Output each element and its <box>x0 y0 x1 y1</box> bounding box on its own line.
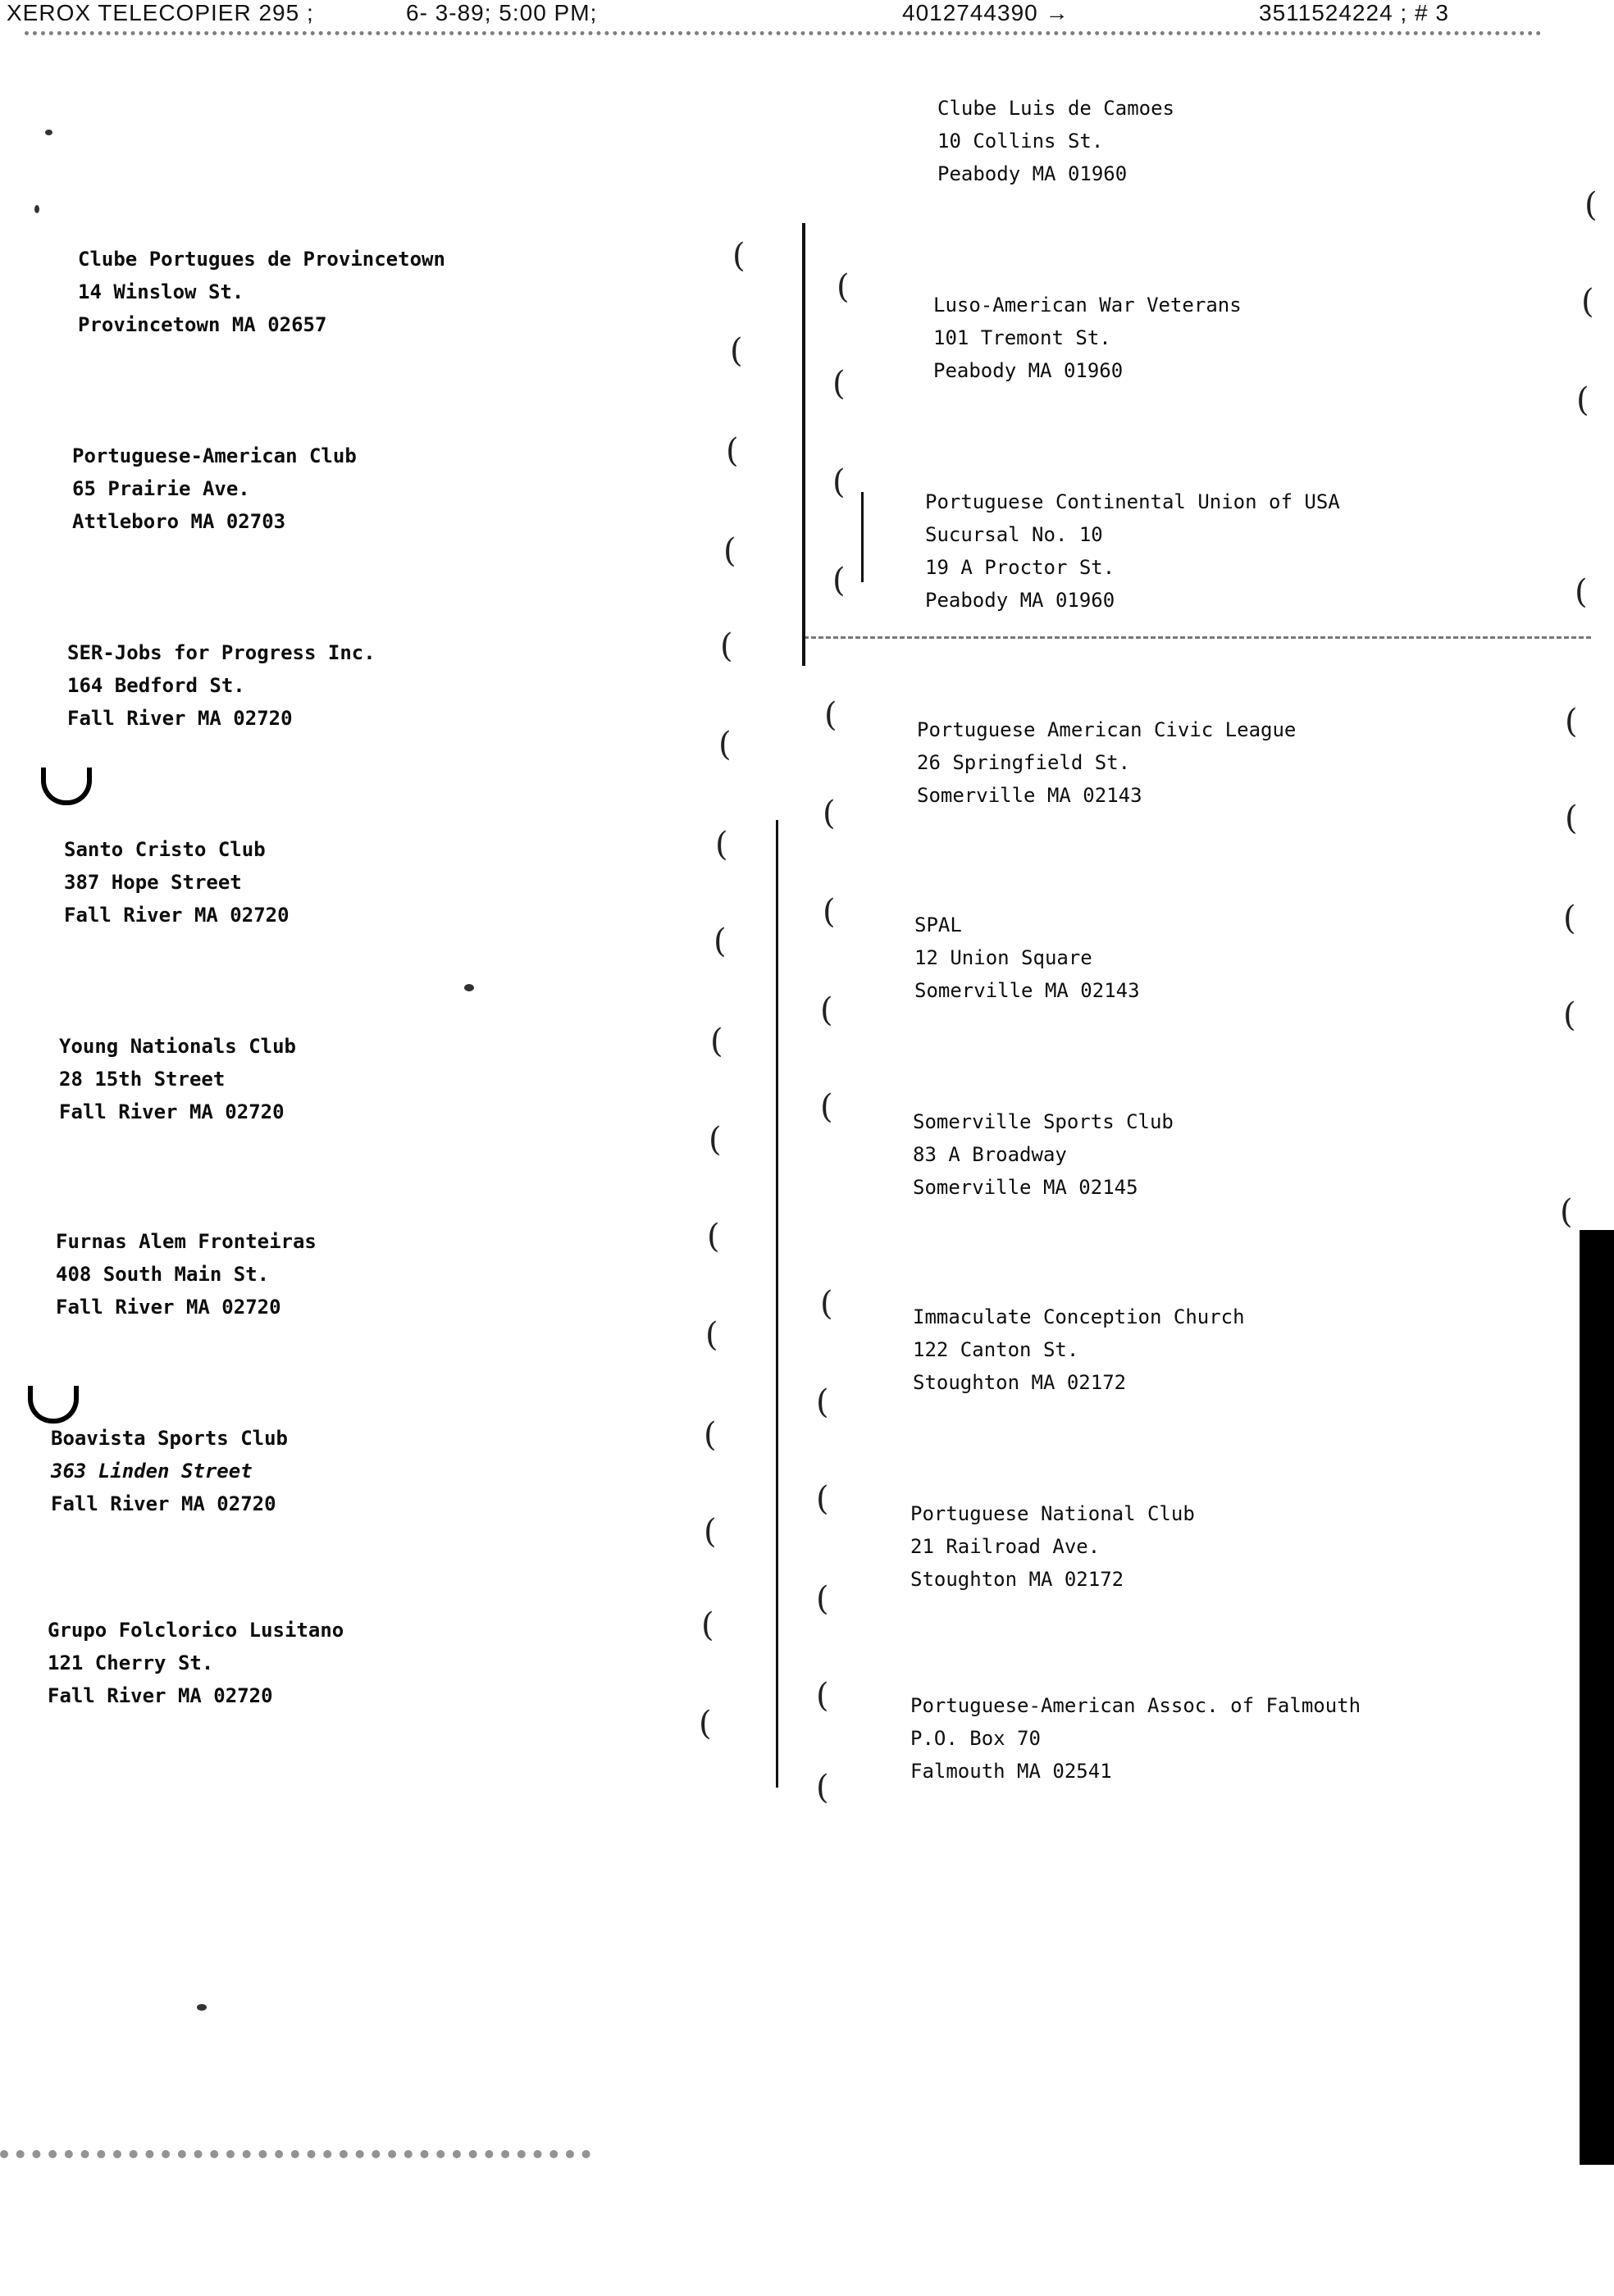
org-city: Fall River MA 02720 <box>48 1684 273 1707</box>
org-street: 19 A Proctor St. <box>925 556 1115 579</box>
address-block <box>59 1030 296 1128</box>
address-block <box>914 909 1140 1007</box>
fax-date-time: 6- 3-89; 5:00 PM; <box>406 0 598 25</box>
org-city: Somerville MA 02143 <box>914 979 1140 1002</box>
column-separator-line <box>776 820 778 1788</box>
org-name: Portuguese-American Club <box>72 444 357 467</box>
bracket-mark-icon: ( <box>720 627 733 665</box>
org-city: Somerville MA 02143 <box>917 784 1142 807</box>
bracket-mark-icon: ( <box>820 1285 833 1323</box>
scan-speck <box>464 984 474 991</box>
bracket-mark-icon: ( <box>1563 900 1576 937</box>
org-city: Stoughton MA 02172 <box>913 1371 1127 1394</box>
org-city: Somerville MA 02145 <box>913 1176 1138 1199</box>
fax-from-number: 4012744390 → <box>902 0 1069 25</box>
bracket-mark-icon: ( <box>837 268 850 306</box>
org-name: SER-Jobs for Progress Inc. <box>67 641 376 664</box>
bracket-mark-icon: ( <box>832 463 846 501</box>
bracket-mark-icon: ( <box>732 237 745 275</box>
address-block <box>910 1497 1195 1596</box>
org-city: Attleboro MA 02703 <box>72 510 286 533</box>
column-separator-line <box>802 223 805 666</box>
org-city: Stoughton MA 02172 <box>910 1568 1124 1591</box>
org-name: Young Nationals Club <box>59 1035 296 1058</box>
bracket-mark-icon: ( <box>704 1513 717 1551</box>
bracket-mark-icon: ( <box>816 1383 829 1421</box>
org-street: 408 South Main St. <box>56 1263 270 1286</box>
bracket-mark-icon: ( <box>715 826 728 863</box>
header-scan-noise <box>25 25 1542 35</box>
org-street: 10 Collins St. <box>937 130 1104 153</box>
bracket-mark-icon: ( <box>1560 1193 1573 1231</box>
org-street: 12 Union Square <box>914 946 1092 969</box>
bracket-mark-icon: ( <box>710 1023 723 1060</box>
org-city: Peabody MA 01960 <box>933 359 1124 382</box>
address-block <box>925 485 1340 617</box>
org-city: Fall River MA 02720 <box>67 707 293 730</box>
address-block <box>51 1422 288 1520</box>
bracket-mark-icon: ( <box>705 1316 718 1354</box>
org-street: 121 Cherry St. <box>48 1651 214 1674</box>
org-street: 164 Bedford St. <box>67 674 245 697</box>
org-name: Immaculate Conception Church <box>913 1305 1245 1328</box>
org-city: Fall River MA 02720 <box>51 1492 276 1515</box>
scan-speck <box>45 130 52 135</box>
org-street: 83 A Broadway <box>913 1143 1067 1166</box>
address-block <box>48 1614 344 1712</box>
bracket-mark-icon: ( <box>701 1606 714 1644</box>
org-street: 363 Linden Street <box>51 1460 253 1483</box>
address-block <box>64 833 290 932</box>
org-name: Portuguese National Club <box>910 1502 1195 1525</box>
bracket-mark-icon: ( <box>824 696 837 734</box>
bracket-mark-icon: ( <box>823 893 836 931</box>
address-block <box>56 1225 317 1323</box>
fax-to-number-page: 3511524224 ; # 3 <box>1259 0 1449 25</box>
org-street: 21 Railroad Ave. <box>910 1535 1101 1558</box>
address-block <box>913 1301 1245 1399</box>
bracket-mark-icon: ( <box>816 1580 829 1618</box>
org-street: 14 Winslow St. <box>78 280 244 303</box>
address-block <box>67 636 376 735</box>
punch-hole-icon <box>41 768 92 805</box>
org-city: Fall River MA 02720 <box>56 1296 281 1319</box>
org-city: Falmouth MA 02541 <box>910 1760 1112 1783</box>
org-name: Portuguese American Civic League <box>917 718 1297 741</box>
org-city: Peabody MA 01960 <box>925 589 1115 612</box>
bracket-mark-icon: ( <box>1565 800 1578 837</box>
address-block <box>913 1105 1174 1204</box>
org-street: 28 15th Street <box>59 1068 226 1091</box>
org-name: Portuguese-American Assoc. of Falmouth <box>910 1694 1361 1717</box>
bracket-mark-icon: ( <box>1563 996 1576 1034</box>
bracket-mark-icon: ( <box>709 1121 722 1159</box>
bracket-mark-icon: ( <box>1576 381 1589 419</box>
org-name: Clube Luis de Camoes <box>937 97 1174 120</box>
bracket-mark-icon: ( <box>1575 573 1588 611</box>
bracket-mark-icon: ( <box>723 532 736 570</box>
org-line2: Sucursal No. 10 <box>925 523 1103 546</box>
scan-speck <box>197 2004 207 2011</box>
bracket-mark-icon: ( <box>832 562 846 599</box>
bracket-mark-icon: ( <box>816 1769 829 1806</box>
bracket-mark-icon: ( <box>704 1416 717 1454</box>
bracket-mark-icon: ( <box>726 432 739 470</box>
column-separator-line <box>861 492 864 582</box>
org-street: 65 Prairie Ave. <box>72 477 250 500</box>
org-name: SPAL <box>914 913 962 936</box>
bracket-mark-icon: ( <box>820 1088 833 1126</box>
bracket-mark-icon: ( <box>820 991 833 1029</box>
org-street: 101 Tremont St. <box>933 326 1111 349</box>
address-block <box>917 713 1296 812</box>
bracket-mark-icon: ( <box>707 1218 720 1255</box>
bracket-mark-icon: ( <box>718 726 732 763</box>
bracket-mark-icon: ( <box>816 1677 829 1715</box>
bracket-mark-icon: ( <box>823 795 836 832</box>
org-street: 26 Springfield St. <box>917 751 1131 774</box>
org-city: Peabody MA 01960 <box>937 162 1128 185</box>
section-divider <box>804 636 1591 639</box>
bottom-scan-noise <box>0 2150 590 2168</box>
org-name: Furnas Alem Fronteiras <box>56 1230 317 1253</box>
org-street: P.O. Box 70 <box>910 1727 1041 1750</box>
bracket-mark-icon: ( <box>1565 703 1578 740</box>
punch-hole-icon <box>28 1386 79 1424</box>
address-block <box>78 243 445 341</box>
bracket-mark-icon: ( <box>714 922 727 960</box>
org-city: Provincetown MA 02657 <box>78 313 327 336</box>
org-name: Somerville Sports Club <box>913 1110 1174 1133</box>
scan-edge-bar <box>1580 1230 1614 2165</box>
address-block <box>910 1689 1361 1788</box>
address-block <box>72 440 357 538</box>
bracket-mark-icon: ( <box>730 332 743 370</box>
org-name: Boavista Sports Club <box>51 1427 288 1450</box>
fax-device: XEROX TELECOPIER 295 ; <box>7 0 314 25</box>
org-city: Fall River MA 02720 <box>64 904 290 927</box>
org-city: Fall River MA 02720 <box>59 1100 285 1123</box>
address-block <box>937 92 1174 190</box>
address-block <box>933 289 1242 387</box>
org-name: Luso-American War Veterans <box>933 294 1242 317</box>
org-street: 387 Hope Street <box>64 871 242 894</box>
org-name: Santo Cristo Club <box>64 838 266 861</box>
org-name: Clube Portugues de Provincetown <box>78 248 445 271</box>
bracket-mark-icon: ( <box>699 1705 712 1742</box>
bracket-mark-icon: ( <box>1581 283 1594 321</box>
org-name: Grupo Folclorico Lusitano <box>48 1619 344 1642</box>
scan-speck <box>34 205 39 213</box>
bracket-mark-icon: ( <box>832 365 846 403</box>
org-street: 122 Canton St. <box>913 1338 1079 1361</box>
bracket-mark-icon: ( <box>1584 186 1598 224</box>
bracket-mark-icon: ( <box>816 1480 829 1518</box>
org-name: Portuguese Continental Union of USA <box>925 490 1340 513</box>
